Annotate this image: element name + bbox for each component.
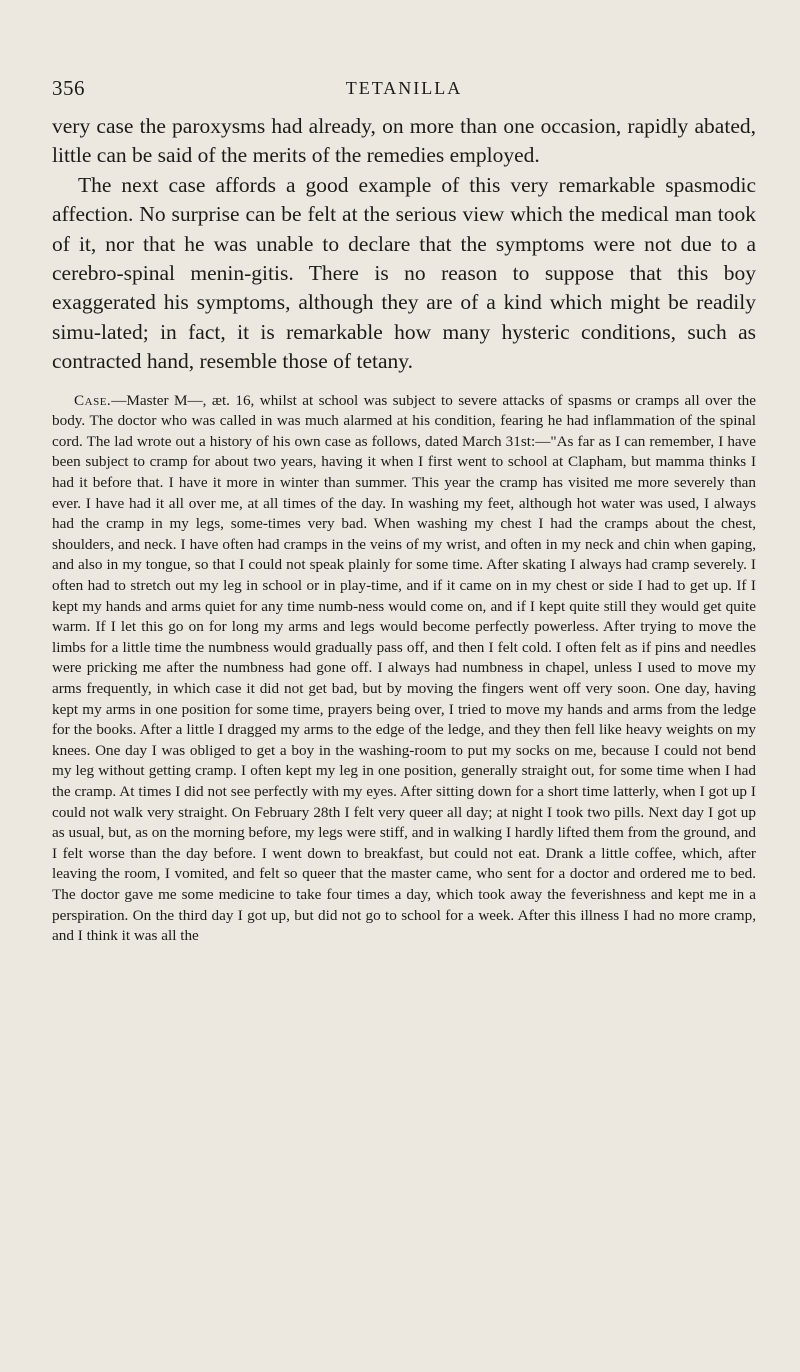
page-number: 356 <box>52 76 85 100</box>
case-paragraph <box>52 391 756 947</box>
paragraph-continuation: very case the paroxysms had already, on more than one occasion, rapidly abated, little can be said of the merits of the remedies employed. <box>52 114 756 168</box>
running-title: TETANILLA <box>345 78 463 98</box>
case-report <box>52 391 756 947</box>
case-text: —Master M—, æt. 16, whilst at school was subject to severe attacks of spasms or cramps all over the body. The doctor who was called in was much alarmed at his condition, fearing he had inflammation of the spinal cord. The lad wrote out a history of his own case as follows, dated March 31st:—"As far as I can remember, I have been subject to cramp for about two years, having it when I first went to school at Clapham, but mamma thinks I had it before that. I have it more in winter than summer. This year the cramp has visited me more severely than ever. I have had it all over me, at all times of the day. In washing my feet, although hot water was used, I always had the cramp in my legs, some-times very bad. When washing my chest I had the cramps about the chest, shoulders, and neck. I have often had cramps in the veins of my wrist, and often in my neck and chin when gaping, and also in my tongue, so that I could not speak plainly for some time. After skating I always had cramp severely. I often had to stretch out my leg in school or in play-time, and if it came on in my chest or side I had to get up. If I kept my hands and arms quiet for any time numb-ness would come on, and if I kept quite still they would get quite warm. If I let this go on for long my arms and legs would become perfectly powerless. After trying to move the limbs for a little time the numbness would gradually pass off, and then I felt cold. I often felt as if pins and needles were pricking me after the numbness had gone off. I always had numbness in chapel, unless I used to move my arms frequently, in which case it did not get bad, but by moving the fingers went off very soon. One day, having kept my arms in one position for some time, prayers being over, I tried to move my hands and arms from the ledge for the books. After a little I dragged my arms to the edge of the ledge, and they then fell like heavy weights on my knees. One day I was obliged to get a boy in the washing-room to put my socks on me, because I could not bend my leg without getting cramp. I often kept my leg in one position, generally straight out, for some time when I had the cramp. At times I did not see perfectly with my eyes. After sitting down for a short time latterly, when I got up I could not walk very straight. On February 28th I felt very queer all day; at night I took two pills. Next day I got up as usual, but, as on the morning before, my legs were stiff, and in walking I hardly lifted them from the ground, and I felt worse than the day before. I went down to breakfast, but could not eat. Drank a little coffee, which, after leaving the room, I vomited, and felt so queer that the master came, who sent for a doctor and ordered me to bed. The doctor gave me some medicine to take four times a day, which took away the feverishness and kept me in a perspiration. On the third day I got up, but did not go to school for a week. After this illness I had no more cramp, and I think it was all the <box>52 391 756 945</box>
body-text <box>52 112 756 947</box>
main-text <box>52 112 756 377</box>
page-header <box>52 76 756 106</box>
case-label: Case. <box>74 391 112 409</box>
paragraph-next-case: The next case affords a good example of this very remarkable spasmodic affection. No surprise can be felt at the serious view which the medical man took of it, nor that he was unable to declare that the symptoms were not due to a cerebro-spinal menin-gitis. There is no reason to suppose that this boy exaggerated his symptoms, although they are of a kind which might be readily simu-lated; in fact, it is remarkable how many hysteric conditions, such as contracted hand, resemble those of tetany. <box>52 172 756 374</box>
